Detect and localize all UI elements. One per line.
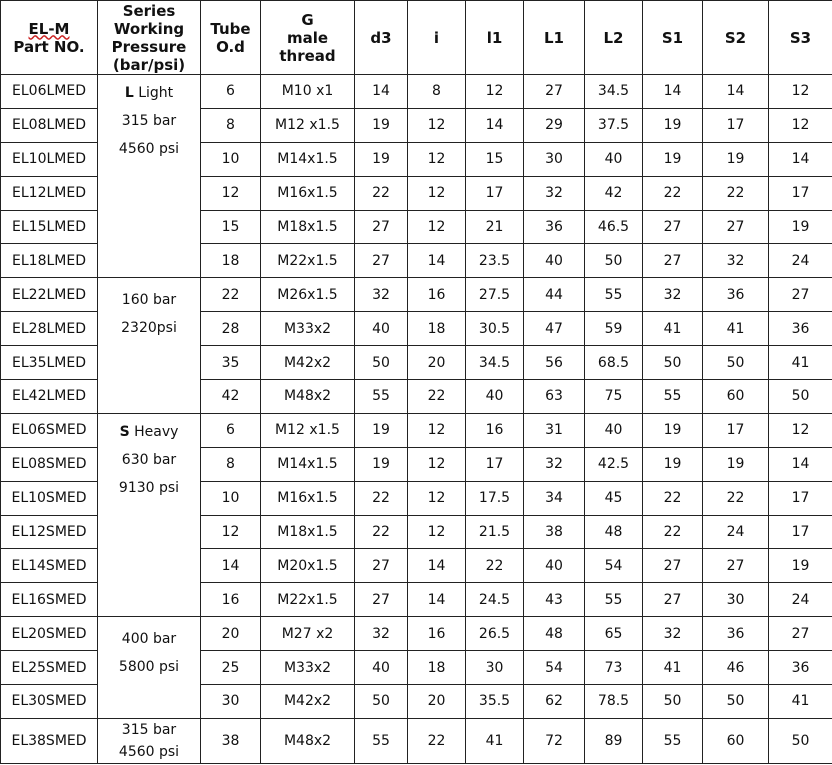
cell-g-thread: M48x2 [261,718,355,763]
cell-S2: 36 [703,278,769,312]
cell-tube-od: 28 [201,312,261,346]
cell-part-no: EL28LMED [1,312,98,346]
cell-tube-od: 12 [201,176,261,210]
series-pressure-bar: 315 bar [121,113,177,129]
cell-L2: 54 [585,549,643,583]
cell-part-no: EL15LMED [1,210,98,244]
header-l1-lower: l1 [466,1,524,75]
header-tube-line2: O.d [216,37,245,56]
cell-g-thread: M16x1.5 [261,481,355,515]
series-pressure-bar: 400 bar [121,631,177,648]
cell-l1-lower: 40 [466,380,524,414]
cell-g-thread: M48x2 [261,380,355,414]
cell-L1: 43 [524,583,585,617]
cell-g-thread: M33x2 [261,651,355,685]
cell-g-thread: M18x1.5 [261,515,355,549]
cell-S2: 24 [703,515,769,549]
cell-L2: 73 [585,651,643,685]
cell-tube-od: 8 [201,108,261,142]
table-row [1,278,832,312]
cell-S3: 12 [769,75,832,109]
series-cell [98,718,201,763]
cell-i: 22 [408,380,466,414]
cell-S3: 17 [769,481,832,515]
cell-S3: 50 [769,380,832,414]
cell-part-no: EL12LMED [1,176,98,210]
cell-part-no: EL18LMED [1,244,98,278]
cell-L1: 47 [524,312,585,346]
cell-g-thread: M18x1.5 [261,210,355,244]
cell-L1: 32 [524,176,585,210]
cell-S2: 22 [703,481,769,515]
cell-S2: 46 [703,651,769,685]
header-g-line1: G [301,10,314,29]
cell-S1: 50 [643,685,703,719]
cell-S1: 22 [643,515,703,549]
cell-l1-lower: 24.5 [466,583,524,617]
cell-i: 14 [408,583,466,617]
cell-S3: 27 [769,278,832,312]
cell-S2: 30 [703,583,769,617]
cell-d3: 27 [355,549,408,583]
header-series-line2: Working [113,19,185,38]
cell-part-no: EL30SMED [1,685,98,719]
cell-S3: 41 [769,346,832,380]
header-S3: S3 [769,1,832,75]
header-i: i [408,1,466,75]
cell-L2: 40 [585,413,643,447]
series-pressure-bar: 630 bar [121,451,177,468]
cell-l1-lower: 17 [466,447,524,481]
cell-S3: 41 [769,685,832,719]
cell-i: 18 [408,651,466,685]
header-L1: L1 [524,1,585,75]
cell-L1: 54 [524,651,585,685]
header-series-line1: Series [122,1,176,20]
cell-l1-lower: 16 [466,413,524,447]
cell-S3: 14 [769,142,832,176]
cell-L2: 45 [585,481,643,515]
cell-S1: 22 [643,481,703,515]
cell-S1: 50 [643,346,703,380]
cell-L2: 68.5 [585,346,643,380]
cell-i: 18 [408,312,466,346]
cell-L1: 56 [524,346,585,380]
cell-L2: 59 [585,312,643,346]
cell-S1: 41 [643,312,703,346]
cell-S3: 36 [769,312,832,346]
cell-S1: 32 [643,617,703,651]
cell-d3: 22 [355,515,408,549]
cell-L1: 40 [524,244,585,278]
cell-L2: 75 [585,380,643,414]
cell-L1: 48 [524,617,585,651]
cell-S1: 55 [643,380,703,414]
cell-L1: 72 [524,718,585,763]
cell-S2: 19 [703,142,769,176]
cell-l1-lower: 22 [466,549,524,583]
cell-d3: 27 [355,244,408,278]
cell-L1: 32 [524,447,585,481]
series-pressure-bar: 160 bar [121,292,177,309]
cell-L2: 46.5 [585,210,643,244]
cell-S1: 27 [643,244,703,278]
cell-g-thread: M22x1.5 [261,244,355,278]
cell-l1-lower: 12 [466,75,524,109]
header-g-line3: thread [279,46,336,65]
cell-d3: 32 [355,617,408,651]
cell-L1: 44 [524,278,585,312]
cell-part-no: EL10SMED [1,481,98,515]
cell-S1: 27 [643,549,703,583]
cell-i: 14 [408,549,466,583]
cell-S2: 17 [703,413,769,447]
cell-S2: 50 [703,346,769,380]
cell-tube-od: 30 [201,685,261,719]
table-row [1,75,832,109]
cell-l1-lower: 41 [466,718,524,763]
cell-g-thread: M22x1.5 [261,583,355,617]
cell-L2: 78.5 [585,685,643,719]
cell-l1-lower: 26.5 [466,617,524,651]
cell-i: 20 [408,685,466,719]
series-letter: S [119,423,130,440]
series-cell [98,75,201,278]
cell-S3: 19 [769,549,832,583]
cell-tube-od: 25 [201,651,261,685]
cell-S2: 14 [703,75,769,109]
cell-L2: 55 [585,583,643,617]
cell-d3: 32 [355,278,408,312]
cell-g-thread: M20x1.5 [261,549,355,583]
cell-tube-od: 10 [201,142,261,176]
series-pressure-psi: 4560 psi [118,141,180,157]
cell-l1-lower: 21.5 [466,515,524,549]
cell-i: 16 [408,278,466,312]
header-part-no-line1: EL-M [28,19,70,38]
header-series [98,1,201,75]
cell-tube-od: 10 [201,481,261,515]
cell-d3: 19 [355,413,408,447]
cell-g-thread: M16x1.5 [261,176,355,210]
cell-d3: 40 [355,312,408,346]
cell-part-no: EL42LMED [1,380,98,414]
series-pressure-psi: 9130 psi [118,479,180,496]
cell-d3: 22 [355,481,408,515]
cell-tube-od: 20 [201,617,261,651]
cell-tube-od: 35 [201,346,261,380]
cell-L2: 42.5 [585,447,643,481]
cell-i: 12 [408,447,466,481]
series-pressure-psi: 5800 psi [118,659,180,676]
cell-d3: 19 [355,108,408,142]
cell-L2: 65 [585,617,643,651]
cell-tube-od: 42 [201,380,261,414]
series-cell [98,617,201,719]
cell-L2: 42 [585,176,643,210]
cell-S3: 14 [769,447,832,481]
cell-d3: 19 [355,142,408,176]
cell-L2: 40 [585,142,643,176]
header-g-line2: male [286,28,329,47]
cell-tube-od: 22 [201,278,261,312]
cell-L1: 40 [524,549,585,583]
cell-l1-lower: 27.5 [466,278,524,312]
cell-l1-lower: 21 [466,210,524,244]
table-row [1,718,832,763]
cell-S2: 36 [703,617,769,651]
cell-d3: 55 [355,380,408,414]
cell-S3: 12 [769,413,832,447]
cell-S1: 32 [643,278,703,312]
cell-S3: 24 [769,244,832,278]
cell-S1: 19 [643,413,703,447]
cell-part-no: EL16SMED [1,583,98,617]
cell-S2: 32 [703,244,769,278]
cell-d3: 27 [355,210,408,244]
cell-tube-od: 12 [201,515,261,549]
cell-L2: 34.5 [585,75,643,109]
cell-d3: 22 [355,176,408,210]
series-letter: L [124,85,134,101]
cell-S3: 24 [769,583,832,617]
cell-S1: 27 [643,583,703,617]
cell-i: 22 [408,718,466,763]
cell-part-no: EL35LMED [1,346,98,380]
cell-L1: 31 [524,413,585,447]
cell-l1-lower: 17 [466,176,524,210]
cell-l1-lower: 30.5 [466,312,524,346]
cell-L1: 63 [524,380,585,414]
cell-i: 12 [408,176,466,210]
cell-part-no: EL08LMED [1,108,98,142]
cell-d3: 55 [355,718,408,763]
cell-L2: 50 [585,244,643,278]
cell-S1: 22 [643,176,703,210]
cell-part-no: EL12SMED [1,515,98,549]
cell-S2: 17 [703,108,769,142]
cell-L1: 29 [524,108,585,142]
header-S2: S2 [703,1,769,75]
cell-d3: 14 [355,75,408,109]
cell-L1: 62 [524,685,585,719]
header-g-thread [261,1,355,75]
cell-g-thread: M14x1.5 [261,447,355,481]
cell-L2: 37.5 [585,108,643,142]
cell-S3: 17 [769,176,832,210]
header-tube-line1: Tube [210,19,251,38]
cell-tube-od: 15 [201,210,261,244]
cell-g-thread: M26x1.5 [261,278,355,312]
cell-S2: 60 [703,380,769,414]
header-d3: d3 [355,1,408,75]
cell-part-no: EL08SMED [1,447,98,481]
header-series-line4: (bar/psi) [112,55,186,74]
cell-L1: 30 [524,142,585,176]
cell-S3: 19 [769,210,832,244]
series-pressure-psi: 2320psi [121,320,177,337]
cell-part-no: EL25SMED [1,651,98,685]
cell-l1-lower: 35.5 [466,685,524,719]
series-pressure-bar: 315 bar [121,721,177,738]
cell-i: 12 [408,210,466,244]
cell-g-thread: M10 x1 [261,75,355,109]
header-series-line3: Pressure [111,37,187,56]
cell-g-thread: M27 x2 [261,617,355,651]
header-part-no-line2: Part NO. [13,37,85,56]
cell-tube-od: 6 [201,413,261,447]
cell-g-thread: M14x1.5 [261,142,355,176]
cell-part-no: EL06SMED [1,413,98,447]
cell-L2: 55 [585,278,643,312]
cell-S3: 12 [769,108,832,142]
header-L2: L2 [585,1,643,75]
cell-S3: 36 [769,651,832,685]
series-label [98,414,200,446]
cell-part-no: EL22LMED [1,278,98,312]
cell-g-thread: M42x2 [261,346,355,380]
cell-S3: 27 [769,617,832,651]
cell-i: 12 [408,481,466,515]
cell-S1: 19 [643,108,703,142]
cell-part-no: EL20SMED [1,617,98,651]
table-body [1,75,832,764]
header-S1: S1 [643,1,703,75]
cell-L2: 48 [585,515,643,549]
cell-part-no: EL10LMED [1,142,98,176]
cell-part-no: EL14SMED [1,549,98,583]
cell-L1: 38 [524,515,585,549]
cell-g-thread: M12 x1.5 [261,108,355,142]
cell-l1-lower: 17.5 [466,481,524,515]
cell-part-no: EL38SMED [1,718,98,763]
series-pressure-psi: 4560 psi [118,743,180,760]
series-name: Light [138,85,174,101]
header-part-no [1,1,98,75]
series-label [98,75,200,107]
cell-S1: 19 [643,142,703,176]
cell-d3: 40 [355,651,408,685]
cell-l1-lower: 15 [466,142,524,176]
cell-l1-lower: 23.5 [466,244,524,278]
series-name: Heavy [134,423,179,440]
cell-L1: 27 [524,75,585,109]
cell-g-thread: M12 x1.5 [261,413,355,447]
cell-S2: 22 [703,176,769,210]
table-row [1,617,832,651]
cell-tube-od: 18 [201,244,261,278]
cell-S1: 19 [643,447,703,481]
cell-L1: 34 [524,481,585,515]
cell-tube-od: 14 [201,549,261,583]
cell-i: 8 [408,75,466,109]
header-tube-od [201,1,261,75]
cell-S2: 60 [703,718,769,763]
cell-d3: 19 [355,447,408,481]
cell-S2: 41 [703,312,769,346]
cell-S1: 55 [643,718,703,763]
cell-S3: 50 [769,718,832,763]
cell-tube-od: 8 [201,447,261,481]
cell-L2: 89 [585,718,643,763]
cell-tube-od: 38 [201,718,261,763]
cell-g-thread: M42x2 [261,685,355,719]
cell-l1-lower: 30 [466,651,524,685]
cell-S1: 27 [643,210,703,244]
cell-i: 12 [408,108,466,142]
cell-i: 12 [408,413,466,447]
cell-i: 12 [408,142,466,176]
cell-tube-od: 16 [201,583,261,617]
cell-i: 12 [408,515,466,549]
header-row [1,1,832,75]
cell-tube-od: 6 [201,75,261,109]
cell-S3: 17 [769,515,832,549]
cell-part-no: EL06LMED [1,75,98,109]
cell-d3: 50 [355,685,408,719]
cell-S1: 41 [643,651,703,685]
cell-i: 14 [408,244,466,278]
cell-d3: 50 [355,346,408,380]
cell-i: 16 [408,617,466,651]
cell-l1-lower: 14 [466,108,524,142]
cell-S1: 14 [643,75,703,109]
table-row [1,413,832,447]
cell-S2: 27 [703,210,769,244]
cell-i: 20 [408,346,466,380]
series-cell [98,413,201,616]
cell-L1: 36 [524,210,585,244]
series-cell [98,278,201,414]
cell-l1-lower: 34.5 [466,346,524,380]
cell-S2: 19 [703,447,769,481]
cell-S2: 27 [703,549,769,583]
cell-d3: 27 [355,583,408,617]
cell-S2: 50 [703,685,769,719]
cell-g-thread: M33x2 [261,312,355,346]
